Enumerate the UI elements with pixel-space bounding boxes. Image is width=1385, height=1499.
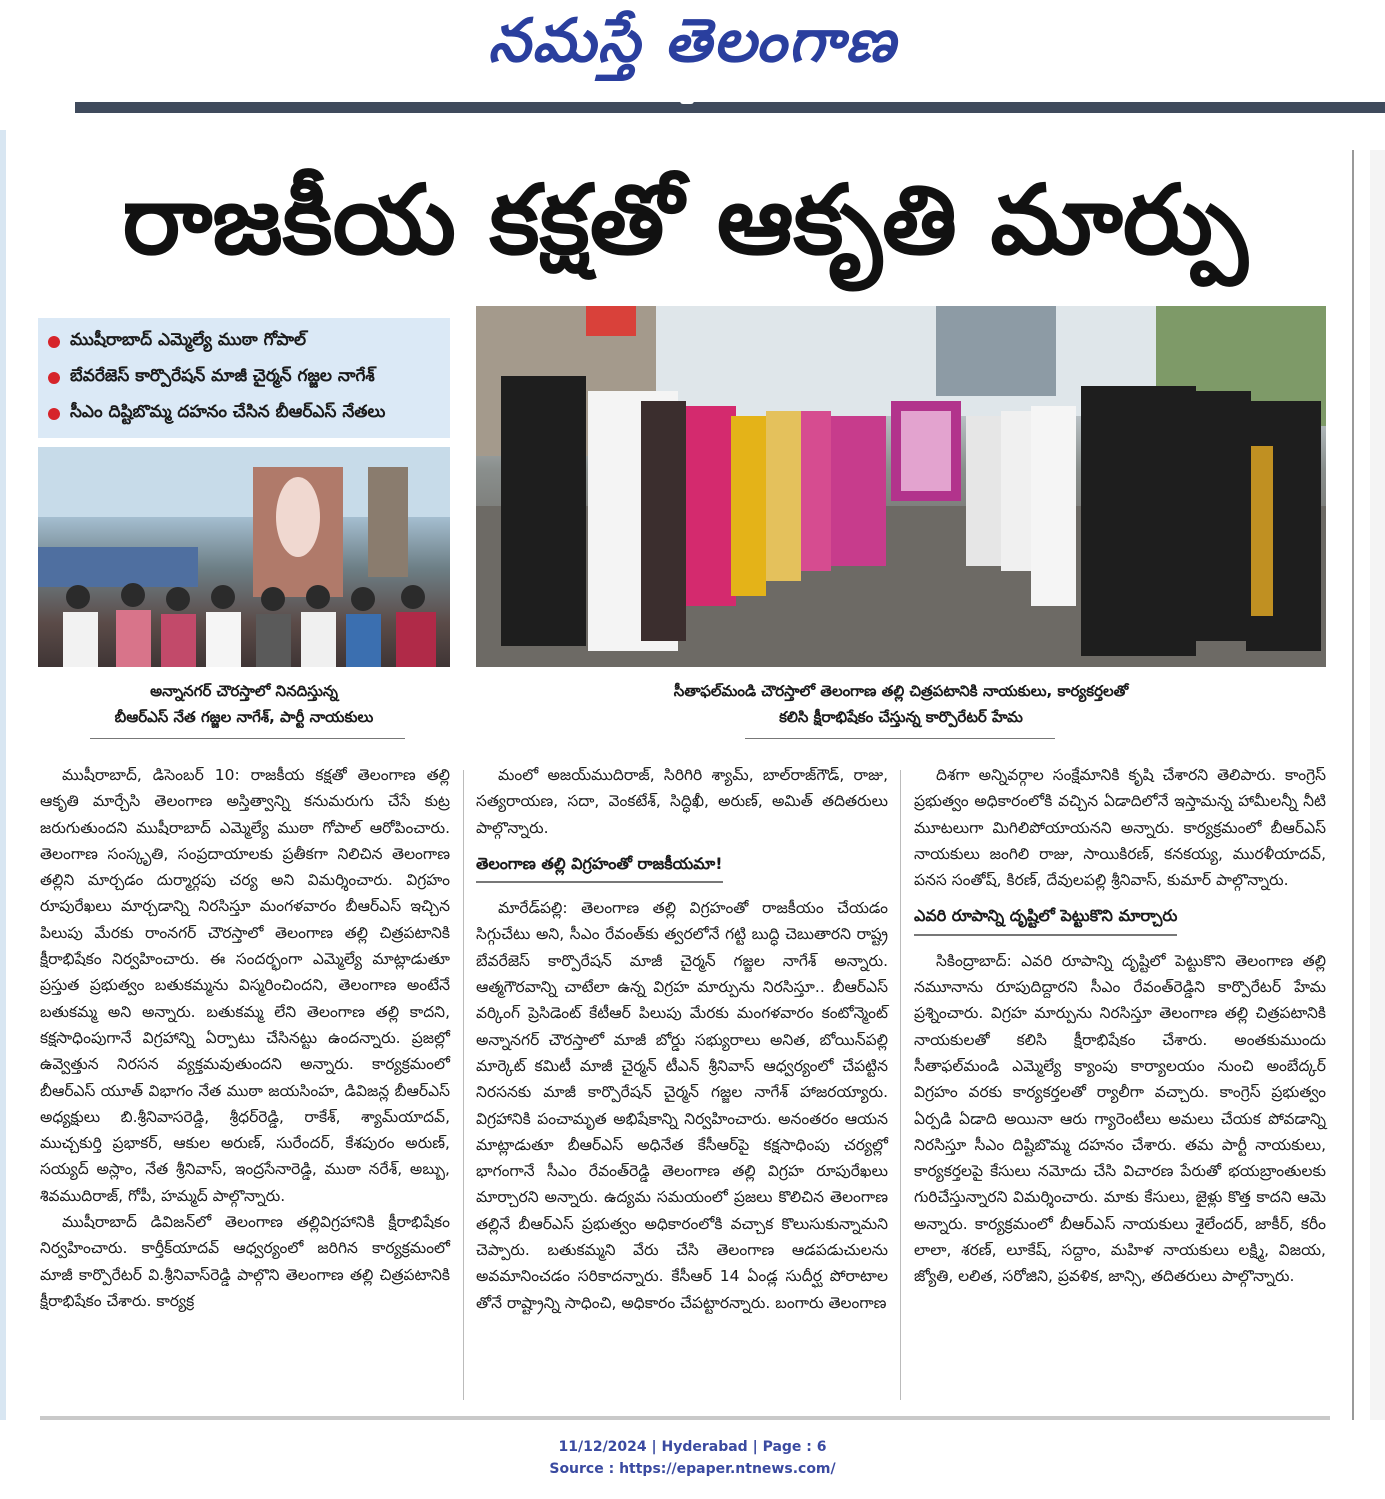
photo-protest-annanagar-illustration — [38, 447, 450, 667]
caption-underline — [90, 738, 405, 739]
photo-milk-abhishekam-illustration — [476, 306, 1326, 667]
caption-line: కలిసి క్షీరాభిషేకం చేస్తున్న కార్పొరేటర్ హేమ — [779, 708, 1023, 726]
caption-big-photo — [476, 678, 1326, 730]
body-paragraph: మారేడ్‌పల్లి: తెలంగాణ తల్లి విగ్రహంతో రాజకీయం చేయడం సిగ్గుచేటు అని, సీఎం రేవంత్‌కు త్వరలోనే గట్టి బుద్ధి చెబుతారని రాష్ట్ర బేవరేజెస్ కార్పొరేషన్ మాజీ చైర్మన్ గజ్జల నాగేశ్ అన్నారు. ఆత్మగౌరవాన్ని చాటేలా ఉన్న విగ్రహ మార్పును నిరసిస్తూ.. బీఆర్ఎస్ వర్కింగ్ ప్రెసిడెంట్ కేటీఆర్ పిలుపు మేరకు మంగళవారం కంటోన్మెంట్ అన్నానగర్ చౌరస్తాలో మాజీ బోర్డు సభ్యురాలు అనిత, బోయిన్‌పల్లి మార్కెట్ కమిటీ మాజీ చైర్మన్ టీఎన్ శ్రీనివాస్ ఆధ్వర్యంలో చేపట్టిన నిరసనకు మాజీ కార్పొరేషన్ చైర్మన్ గజ్జల నాగేశ్ హాజరయ్యారు. విగ్రహానికి పంచామృత అభిషేకాన్ని నిర్వహించారు. అనంతరం ఆయన మాట్లాడుతూ బీఆర్ఎస్ అధినేత కేసీఆర్‌పై కక్షసాధింపు చర్యల్లో భాగంగానే సీఎం రేవంత్‌రెడ్డి తెలంగాణ తల్లి విగ్రహ రూపురేఖలు మార్చారని అన్నారు. ఉద్యమ సమయంలో ప్రజలు కొలిచిన తెలంగాణ తల్లినే బీఆర్ఎస్ ప్రభుత్వం అధికారంలోకి వచ్చాక కొలుసుకున్నామని చెప్పారు. బతుకమ్మని వేరు చేసి తెలంగాణ ఆడపడుచులను అవమానించడం సరికాదన్నారు. కేసీఆర్ 14 ఏండ్ల సుదీర్ఘ పోరాటాల తోనే రాష్ట్రాన్ని సాధించి, అధికారం చేపట్టారన్నారు. బంగారు తెలంగాణ — [476, 899, 888, 1312]
right-column-divider — [1352, 150, 1354, 1420]
highlight-text: సీఎం దిష్టిబొమ్మ దహనం చేసిన బీఆర్ఎస్ నేతలు — [70, 402, 386, 422]
bullet-dot-icon — [48, 372, 60, 384]
masthead-rule-notch — [680, 98, 694, 104]
highlight-text: ముషీరాబాద్ ఎమ్మెల్యే ముఠా గోపాల్ — [70, 330, 307, 350]
left-margin-strip — [0, 130, 6, 1420]
bullet-dot-icon — [48, 336, 60, 348]
adjacent-page-edge — [1370, 150, 1385, 1420]
highlight-item — [38, 396, 450, 432]
caption-line: సీతాఫల్‌మండి చౌరస్తాలో తెలంగాణ తల్లి చిత్రపటానికి నాయకులు, కార్యకర్తలతో — [673, 682, 1129, 700]
column-divider — [900, 770, 901, 1400]
body-paragraph: సికింద్రాబాద్: ఎవరి రూపాన్ని దృష్టిలో పెట్టుకొని తెలంగాణ తల్లి నమూనాను రూపుదిద్దారని సీఎం రేవంత్‌రెడ్డిని కార్పొరేటర్ హేమ ప్రశ్నించారు. విగ్రహ మార్పును నిరసిస్తూ తెలంగాణ తల్లి చిత్రపటానికి నాయకులతో కలిసి క్షీరాభిషేకం చేశారు. అంతకుముందు సీతాఫల్‌మండి ఎమ్మెల్యే క్యాంపు కార్యాలయం నుంచి అంబేద్కర్ విగ్రహం వరకు కార్యకర్తలతో ర్యాలీగా వచ్చారు. కాంగ్రెస్ ప్రభుత్వం ఏర్పడి ఏడాది అయినా ఆరు గ్యారెంటీలు అమలు చేయక పోవడాన్ని నిరసిస్తూ సీఎం దిష్టిబొమ్మ దహనం చేశారు. తమ పార్టీ నాయకులు, కార్యకర్తలపై కేసులు నమోదు చేసి విచారణ పేరుతో భయబ్రాంతులకు గురిచేస్తున్నారని విమర్శించారు. మాకు కేసులు, జైళ్లు కొత్త కాదని ఆమె అన్నారు. కార్యక్రమంలో బీఆర్ఎస్ నాయకులు శైలేందర్, జాకీర్, కరీం లాలా, శరణ్, లూకేష్, సద్దాం, మహిళ నాయకులు లక్ష్మి, విజయ, జ్యోతి, లలిత, సరోజిని, ప్రవళిక, జాన్సి, తదితరులు పాల్గొన్నారు. — [914, 951, 1326, 1286]
section-subhead: తెలంగాణ తల్లి విగ్రహంతో రాజకీయమా! — [476, 851, 723, 883]
article-headline: రాజకీయ కక్షతో ఆకృతి మార్పు — [122, 164, 1248, 276]
highlight-item — [38, 360, 450, 396]
article-column-1 — [40, 762, 450, 1314]
highlight-text: బేవరేజెస్ కార్పొరేషన్ మాజీ చైర్మన్ గజ్జల నాగేశ్ — [70, 366, 375, 386]
body-paragraph: దిశగా అన్నివర్గాల సంక్షేమానికి కృషి చేశారని తెలిపారు. కాంగ్రెస్ ప్రభుత్వం అధికారంలోకి వచ్చిన ఏడాదిలోనే ఇస్తామన్న హామీలన్నీ నీటి మూటలుగా మిగిలిపోయాయనని అన్నారు. కార్యక్రమంలో బీఆర్ఎస్ నాయకులు జంగిలి రాజు, సాయికిరణ్, కనకయ్య, మురళీయాదవ్, పనస సంతోష్, కిరణ్, దేవులపల్లి శ్రీనివాస్, కుమార్ పాల్గొన్నారు. — [914, 766, 1326, 890]
caption-small-photo — [38, 678, 450, 730]
caption-underline — [745, 738, 1055, 739]
photo-protest-annanagar — [38, 447, 450, 667]
caption-line: బీఆర్ఎస్ నేత గజ్జల నాగేశ్, పార్టీ నాయకులు — [114, 708, 374, 726]
footer-source-link[interactable]: Source : https://epaper.ntnews.com/ — [549, 1461, 836, 1477]
article-column-2 — [476, 762, 888, 1316]
photo-milk-abhishekam-seethaphalmandi — [476, 306, 1326, 667]
masthead-title: నమస్తే తెలంగాణ — [487, 6, 898, 76]
caption-line: అన్నానగర్ చౌరస్తాలో నినదిస్తున్న — [150, 682, 338, 700]
column-divider — [463, 770, 464, 1400]
highlight-item — [38, 324, 450, 360]
body-paragraph: మంలో అజయ్‌ముదిరాజ్, సిరిగిరి శ్యామ్, బాల్‌రాజ్‌గౌడ్, రాజు, సత్యరాయణ, సదా, వెంకటేశ్, సిద్ధిఖీ, అరుణ్, అమిత్ తదితరులు పాల్గొన్నారు. — [476, 766, 888, 837]
section-subhead: ఎవరి రూపాన్ని దృష్టిలో పెట్టుకొని మార్చారు — [914, 903, 1177, 935]
body-paragraph: ముషీరాబాద్ డివిజన్‌లో తెలంగాణ తల్లివిగ్రహానికి క్షీరాభిషేకం నిర్వహించారు. కార్తీక్‌యాదవ్ ఆధ్వర్యంలో జరిగిన కార్యక్రమంలో మాజీ కార్పొరేటర్ వి.శ్రీనివాస్‌రెడ్డి పాల్గొని తెలంగాణ తల్లి చిత్రపటానికి క్షీరాభిషేకం చేశారు. కార్యక్ర — [40, 1213, 450, 1310]
bullet-dot-icon — [48, 408, 60, 420]
article-column-3 — [914, 762, 1326, 1290]
masthead — [0, 0, 1385, 100]
page-bottom-edge — [40, 1416, 1330, 1420]
page-footer — [0, 1436, 1385, 1480]
masthead-rule — [75, 102, 1385, 113]
footer-date-location-page: 11/12/2024 | Hyderabad | Page : 6 — [558, 1439, 827, 1455]
highlights-box — [38, 318, 450, 438]
body-paragraph: ముషీరాబాద్, డిసెంబర్ 10: రాజకీయ కక్షతో తెలంగాణ తల్లి ఆకృతి మార్చేసి తెలంగాణ అస్తిత్వాన్ని కనుమరుగు చేసే కుట్ర జరుగుతుందని ముషీరాబాద్ ఎమ్మెల్యే ముఠా గోపాల్ ఆరోపించారు. తెలంగాణ సంస్కృతి, సంప్రదాయాలకు ప్రతీకగా నిలిచిన తెలంగాణ తల్లిని మార్చడం దుర్మార్గపు చర్య అని విమర్శించారు. విగ్రహం రూపురేఖలు మార్చడాన్ని నిరసిస్తూ మంగళవారం బీఆర్ఎస్ ఇచ్చిన పిలుపు మేరకు రాంనగర్ చౌరస్తాలో తెలంగాణ తల్లి చిత్రపటానికి క్షీరాభిషేకం నిర్వహించారు. ఈ సందర్భంగా ఎమ్మెల్యే మాట్లాడుతూ ప్రస్తుత ప్రభుత్వం బతుకమ్మను విస్మరించిందని, తెలంగాణ అంటేనే బతుకమ్మ అని అన్నారు. బతుకమ్మ లేని తెలంగాణ తల్లి కాదని, కక్షసాధింపుగానే విగ్రహాన్ని ఏర్పాటు చేసినట్టు ఉందన్నారు. ప్రజల్లో ఉవ్వెత్తున నిరసన వ్యక్తమవుతుందని అన్నారు. కార్యక్రమంలో బీఆర్ఎస్ యూత్ విభాగం నేత ముఠా జయసింహ, డివిజన్ల బీఆర్ఎస్ అధ్యక్షులు బి.శ్రీనివాసరెడ్డి, శ్రీధర్‌రెడ్డి, రాకేశ్, శ్యామ్‌యాదవ్, ముచ్చకుర్తి ప్రభాకర్, ఆకుల అరుణ్, సురేందర్, కేశపురం అరుణ్, సయ్యద్ అస్లాం, నేత శ్రీనివాస్, ఇంద్రసేనారెడ్డి, ముఠా నరేశ్, అబ్బు, శివముదిరాజ్, గోపీ, హమ్మద్ పాల్గొన్నారు. — [40, 766, 450, 1205]
